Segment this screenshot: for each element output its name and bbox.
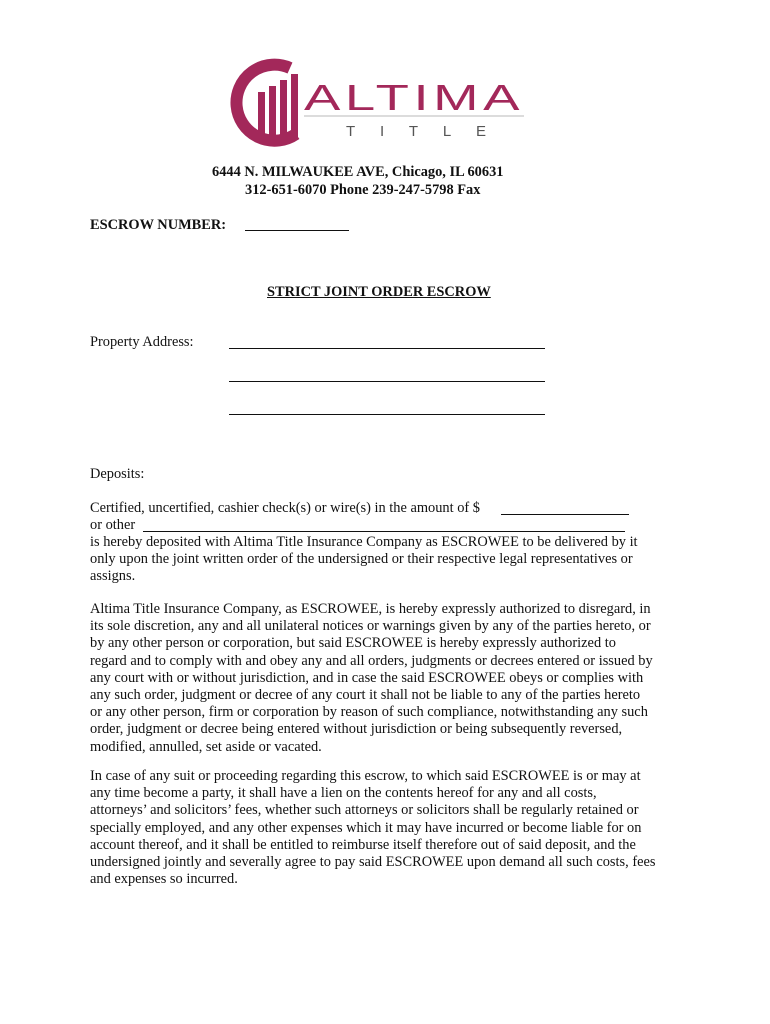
text-line: its sole discretion, any and all unilateral notices or warnings given by any of the parties hereto, or: [90, 618, 651, 635]
text-line: any time become a party, it shall have a lien on the contents hereof for any and all costs,: [90, 785, 597, 802]
deposits-label: Deposits:: [90, 466, 145, 482]
logo-arc-mark: [236, 65, 298, 141]
property-address-line-3[interactable]: [229, 414, 545, 415]
property-address-label: Property Address:: [90, 334, 194, 350]
document-title: STRICT JOINT ORDER ESCROW: [267, 284, 491, 300]
text-line: and expenses so incurred.: [90, 871, 238, 888]
company-address: 6444 N. MILWAUKEE AVE, Chicago, IL 60631: [212, 164, 504, 180]
text-line: Altima Title Insurance Company, as ESCROWEE, is hereby expressly authorized to disregard, in: [90, 601, 651, 617]
deposit-amount-text: Certified, uncertified, cashier check(s) or wire(s) in the amount of $: [90, 500, 480, 516]
authorization-paragraph: [90, 601, 690, 756]
logo-subword: TITLE: [346, 123, 486, 140]
deposit-other-text: or other: [90, 517, 136, 533]
deposit-other-field[interactable]: [143, 531, 625, 532]
suit-proceeding-paragraph: [90, 768, 690, 888]
deposit-amount-field[interactable]: [501, 514, 629, 515]
text-line: any such order, judgment or decree of any court it shall not be liable to any of the parties hereto: [90, 687, 641, 704]
text-line: is hereby deposited with Altima Title Insurance Company as ESCROWEE to be delivered by it: [90, 534, 638, 550]
text-line: order, judgment or decree being entered without jurisdiction or being subsequently reversed,: [90, 721, 623, 738]
text-line: or any other person, firm or corporation by reason of such compliance, notwithstanding any such: [90, 704, 648, 721]
escrow-number-field[interactable]: [245, 230, 349, 231]
text-line: by any other person or corporation, but said ESCROWEE is hereby expressly authorized to: [90, 635, 616, 652]
text-line: attorneys’ and solicitors’ fees, whether such attorneys or solicitors shall be regularly retained or: [90, 802, 639, 819]
logo-word: ALTIMA: [304, 77, 524, 118]
property-address-line-2[interactable]: [229, 381, 545, 382]
text-line: any court with or without jurisdiction, and in case the said ESCROWEE obeys or complies with: [90, 669, 644, 686]
text-line: In case of any suit or proceeding regarding this escrow, to which said ESCROWEE is or may at: [90, 768, 641, 784]
property-address-line-1[interactable]: [229, 348, 545, 349]
text-line: only upon the joint written order of the undersigned or their respective legal representatives or: [90, 551, 633, 568]
deposits-paragraph: [90, 534, 690, 586]
company-phone-fax: 312-651-6070 Phone 239-247-5798 Fax: [245, 182, 481, 198]
text-line: assigns.: [90, 568, 136, 585]
text-line: account thereof, and it shall be entitled to reimburse itself therefore out of said deposit, and the: [90, 836, 636, 853]
text-line: specially employed, and any other expenses which it may have incurred or become liable for on: [90, 819, 642, 836]
altima-title-logo: [228, 58, 533, 148]
logo-wordmark: [304, 77, 524, 140]
text-line: modified, annulled, set aside or vacated.: [90, 738, 322, 755]
text-line: regard and to comply with and obey any and all orders, judgments or decrees entered or issued by: [90, 652, 653, 669]
text-line: undersigned jointly and severally agree to pay said ESCROWEE upon demand all such costs, fees: [90, 854, 656, 871]
escrow-number-label: ESCROW NUMBER:: [90, 217, 227, 233]
